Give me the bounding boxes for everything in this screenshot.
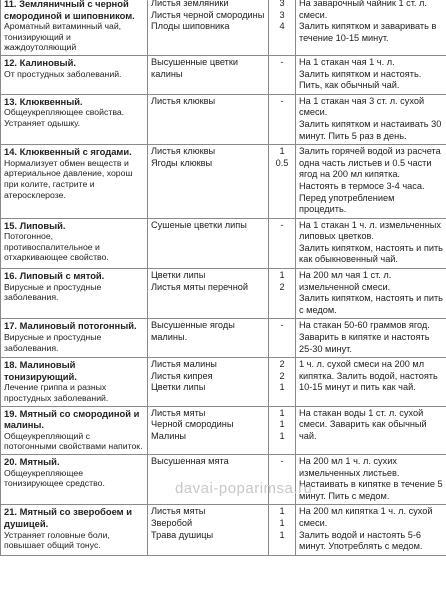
recipe-title: 16. Липовый с мятой. <box>4 270 105 282</box>
proportion-value: - <box>280 455 284 466</box>
preparation-step: Залить кипятком и настаивать 30 минут. Пить 5 раз в день. <box>299 118 442 141</box>
recipe-name-cell <box>1 406 148 454</box>
ingredient-item: Зверобой <box>151 517 193 528</box>
proportion-value: 3 <box>279 0 285 8</box>
recipe-title: 21. Мятный со зверобоем и душицей. <box>4 506 132 529</box>
table-row <box>1 319 446 358</box>
recipe-name-cell <box>1 319 148 358</box>
recipe-description: Потогонное, противоспалительное и отхаркивающее свойство. <box>4 231 109 263</box>
proportion-value: 2 <box>279 281 285 292</box>
ingredient-item: Высушенные цветки калины <box>151 56 239 79</box>
proportion-cell <box>269 94 296 144</box>
ingredient-item: Высушенные ягоды малины. <box>151 320 235 343</box>
proportion-cell <box>269 145 296 219</box>
recipe-description: Вирусные и простудные заболевания. <box>4 332 102 353</box>
ingredients-cell <box>148 505 269 555</box>
proportion-value: 1 <box>279 430 285 441</box>
recipe-description: Вирусные и простудные заболевания. <box>4 281 102 303</box>
preparation-step: На стакан 50-60 граммов ягод. <box>299 320 430 331</box>
proportion-value: - <box>280 95 284 106</box>
recipe-name-cell <box>1 269 148 319</box>
preparation-step: Залить горячей водой из расчета одна часть листьев и 0.5 части ягод на 200 мл кипятка. <box>299 146 441 180</box>
preparation-step: На 1 стакан 1 ч. л. измельченных липовых цветков. <box>299 219 441 242</box>
preparation-cell <box>296 269 446 319</box>
ingredient-item: Листья мяты <box>151 506 206 517</box>
preparation-cell <box>296 94 446 144</box>
recipe-name-cell <box>1 145 148 219</box>
ingredient-item: Листья земляники <box>151 0 229 8</box>
preparation-step: Залить кипятком, настоять и пить с медом. <box>299 293 443 315</box>
preparation-cell <box>296 218 446 268</box>
recipe-description: От простудных заболеваний. <box>4 68 122 79</box>
proportion-cell <box>269 0 296 55</box>
ingredient-item: Листья мяты перечной <box>151 281 249 292</box>
proportion-value: 0.5 <box>275 157 289 168</box>
proportion-value: 1 <box>279 517 285 528</box>
ingredient-item: Листья мяты <box>151 407 206 418</box>
proportion-value: 1 <box>279 382 285 393</box>
proportion-value: 2 <box>279 359 285 370</box>
preparation-step: Заварить в кипятке и настоять 25-30 минут. <box>299 332 430 354</box>
site-watermark: davai-poparimsa.ru <box>175 480 313 497</box>
proportion-value: 3 <box>279 9 285 20</box>
ingredients-cell <box>148 358 269 406</box>
recipe-title: 13. Клюквенный. <box>4 95 83 107</box>
ingredient-item: Листья черной смородины <box>151 9 265 20</box>
preparation-step: Залить кипятком, настоять и пить как обыкновенный чай. <box>299 242 443 265</box>
proportion-cell <box>269 269 296 319</box>
recipe-name-cell <box>1 94 148 144</box>
ingredient-item: Плоды шиповника <box>151 21 230 32</box>
ingredient-item: Черной смородины <box>151 419 234 430</box>
preparation-step: На 1 стакан чая 3 ст. л. сухой смеси. <box>299 95 425 118</box>
table-row <box>1 0 446 55</box>
recipe-name-cell <box>1 358 148 406</box>
ingredients-cell <box>148 269 269 319</box>
preparation-cell <box>296 406 446 454</box>
ingredients-cell <box>148 218 269 268</box>
ingredient-item: Высушенная мята <box>151 455 229 466</box>
preparation-step: На 200 мл 1 ч. л. сухих измельченных листьев. <box>299 455 400 478</box>
recipe-name-cell <box>1 55 148 94</box>
proportion-value: - <box>280 56 284 67</box>
ingredients-cell <box>148 55 269 94</box>
ingredients-cell <box>148 94 269 144</box>
ingredients-cell <box>148 406 269 454</box>
ingredients-cell <box>148 145 269 219</box>
ingredients-cell <box>148 454 269 504</box>
preparation-step: Залить кипятком и настоять. <box>299 68 422 79</box>
table-row <box>1 269 446 319</box>
recipe-title: 14. Клюквенный с ягодами. <box>4 146 132 158</box>
preparation-step: Пить, как обычный чай. <box>299 80 400 91</box>
ingredient-item: Листья клюквы <box>151 146 216 157</box>
recipe-title: 11. Земляничный с черной смородиной и шиповником. <box>4 0 135 21</box>
ingredient-item: Малины <box>151 430 187 441</box>
preparation-cell <box>296 145 446 219</box>
proportion-cell <box>269 218 296 268</box>
proportion-value: - <box>280 320 284 331</box>
proportion-value: 4 <box>279 21 285 32</box>
recipe-name-cell <box>1 505 148 555</box>
preparation-cell <box>296 505 446 555</box>
preparation-cell <box>296 358 446 406</box>
ingredient-item: Цветки липы <box>151 382 206 393</box>
table-row <box>1 358 446 406</box>
ingredients-cell <box>148 0 269 55</box>
table-row <box>1 94 446 144</box>
ingredient-item: Листья кипрея <box>151 370 213 381</box>
proportion-value: 1 <box>279 407 285 418</box>
table-row <box>1 55 446 94</box>
table-body <box>1 0 446 555</box>
proportion-value: 1 <box>279 146 285 157</box>
preparation-step: Перед употреблением процедить. <box>299 192 395 215</box>
ingredient-item: Цветки липы <box>151 270 206 281</box>
table-row <box>1 218 446 268</box>
proportion-cell <box>269 358 296 406</box>
ingredients-cell <box>148 319 269 358</box>
preparation-step: 1 ч. л. сухой смеси на 200 мл кипятка. Залить водой, настоять 10-15 минут и пить как чай. <box>299 359 438 393</box>
recipe-title: 12. Калиновый. <box>4 56 76 68</box>
preparation-step: Настоять в термосе 3-4 часа. <box>299 180 425 191</box>
preparation-step: На 1 стакан чая 1 ч. л. <box>299 56 395 67</box>
preparation-cell <box>296 0 446 55</box>
preparation-cell <box>296 55 446 94</box>
proportion-value: 1 <box>279 506 285 517</box>
table-row <box>1 454 446 504</box>
proportion-value: 1 <box>279 419 285 430</box>
preparation-step: Залить кипятком и заваривать в течение 10-15 минут. <box>299 21 437 43</box>
recipe-description: Лечение гриппа и разных простудных заболеваний. <box>4 382 109 403</box>
recipe-name-cell <box>1 0 148 55</box>
preparation-cell <box>296 319 446 358</box>
preparation-step: На 200 мл кипятка 1 ч. л. сухой смеси. <box>299 506 433 528</box>
recipe-description: Общеукрепляющее свойства. Устраняет одышку. <box>4 107 125 128</box>
preparation-step: На стакан воды 1 ст. л. сухой смеси. Заварить как обычный чай. <box>299 407 427 441</box>
recipe-title: 20. Мятный. <box>4 455 60 467</box>
recipe-title: 18. Малиновый тонизирующий. <box>4 359 77 382</box>
proportion-value: 1 <box>279 529 285 540</box>
proportion-cell <box>269 55 296 94</box>
recipe-description: Общеукрепляющий с потогонными свойствами напиток. <box>4 430 143 452</box>
table-row <box>1 145 446 219</box>
table-row <box>1 406 446 454</box>
recipe-description: Устраняет головные боли, повышает общий тонус. <box>4 529 110 551</box>
ingredient-item: Листья малины <box>151 359 217 370</box>
proportion-value: 1 <box>279 270 285 281</box>
ingredient-item: Листья клюквы <box>151 95 216 106</box>
ingredient-item: Ягоды клюквы <box>151 157 213 168</box>
recipe-title: 17. Малиновый потогонный. <box>4 320 137 332</box>
proportion-cell <box>269 454 296 504</box>
proportion-cell <box>269 406 296 454</box>
recipe-name-cell <box>1 218 148 268</box>
recipe-title: 19. Мятный со смородиной и малины. <box>4 407 140 431</box>
ingredient-item: Сушеные цветки липы <box>151 219 247 230</box>
proportion-cell <box>269 505 296 555</box>
recipe-name-cell <box>1 454 148 504</box>
preparation-step: Залить водой и настоять 5-6 минут. Употреблять с медом. <box>299 529 423 552</box>
preparation-step: На 200 мл чая 1 ст. л. измельченной смеси. <box>299 270 392 292</box>
recipe-description: Ароматный витаминный чай, тонизирующий и жаждоутоляющий <box>4 21 122 53</box>
recipe-title: 15. Липовый. <box>4 219 66 231</box>
proportion-value: 2 <box>279 370 285 381</box>
preparation-step: Настаивать в кипятке в течение 5 минут. Пить с медом. <box>299 479 443 501</box>
recipe-description: Нормализует обмен веществ и артериальное давление, хорош при колите, гастрите и атеросклерозе. <box>4 157 133 200</box>
proportion-value: - <box>280 219 284 230</box>
preparation-cell <box>296 454 446 504</box>
ingredient-item: Трава душицы <box>151 529 214 540</box>
recipe-description: Общеукрепляющее тонизирующее средство. <box>4 467 105 489</box>
table-row <box>1 505 446 555</box>
proportion-cell <box>269 319 296 358</box>
preparation-step: На заварочный чайник 1 ст. л. смеси. <box>299 0 427 20</box>
